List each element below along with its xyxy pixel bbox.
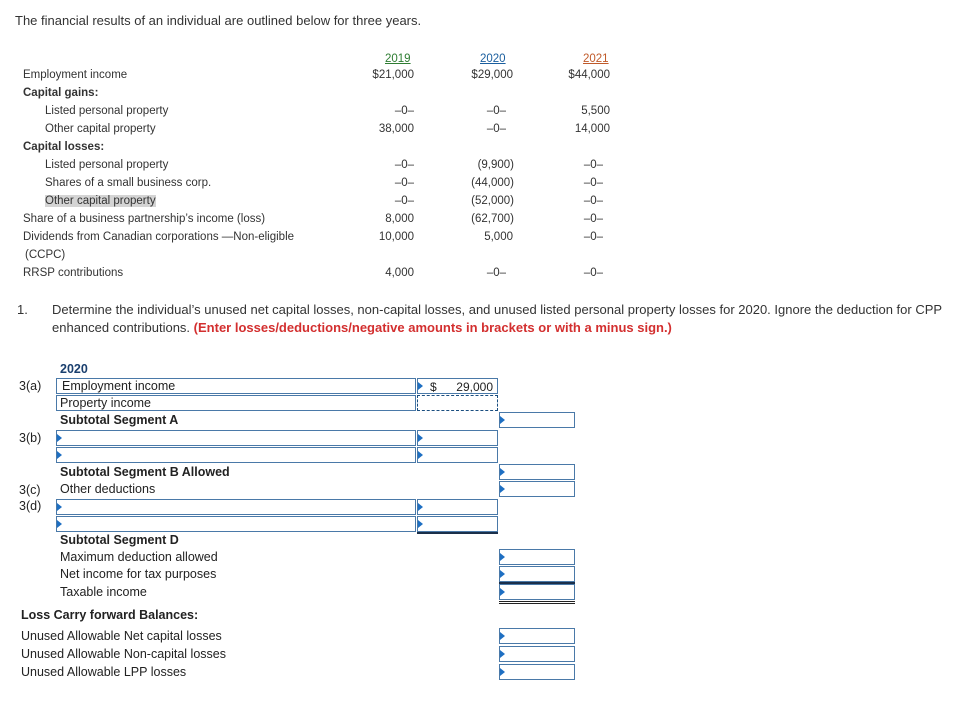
row-label-employment-income: Employment income	[23, 69, 128, 81]
segment-b-label-input-1[interactable]	[56, 430, 416, 446]
value-2020-loss-lpp: (9,900)	[477, 159, 514, 171]
taxable-income-double-rule-2	[499, 603, 575, 604]
row-label-capital-losses: Capital losses:	[23, 141, 105, 153]
row-label-gain-other: Other capital property	[45, 123, 156, 135]
year-2021-header: 2021	[583, 53, 609, 65]
carry-forward-heading: Loss Carry forward Balances:	[21, 608, 199, 622]
employment-income-amount: 29,000	[456, 380, 493, 394]
non-capital-losses-input[interactable]	[499, 646, 575, 662]
taxable-income-label: Taxable income	[60, 585, 147, 599]
segment-d-total-rule	[417, 532, 498, 534]
section-3a: 3(a)	[19, 379, 42, 393]
max-deduction-input[interactable]	[499, 549, 575, 565]
row-label-dividends: Dividends from Canadian corporations —Non-eligible	[23, 231, 295, 243]
value-2019-gain-lpp: –0–	[394, 105, 414, 117]
row-label-ccpc: (CCPC)	[25, 249, 66, 261]
segment-b-label-input-2[interactable]	[56, 447, 416, 463]
taxable-income-double-rule-1	[499, 601, 575, 602]
section-3c: 3(c)	[19, 483, 41, 497]
segment-b-amount-input-1[interactable]	[417, 430, 498, 446]
question-body: Determine the individual’s unused net capital losses, non-capital losses, and unused listed personal property losses for 2020. Ignore the deduction for CPP enhanced contributions.	[52, 302, 942, 335]
currency-symbol: $	[430, 380, 437, 394]
segment-d-amount-input-1[interactable]	[417, 499, 498, 515]
row-label-capital-gains: Capital gains:	[23, 87, 99, 99]
subtotal-b-label: Subtotal Segment B Allowed	[60, 465, 230, 479]
lpp-losses-label: Unused Allowable LPP losses	[21, 665, 187, 679]
value-2021-loss-other: –0–	[583, 195, 603, 207]
question-number: 1.	[17, 302, 28, 317]
segment-b-amount-input-2[interactable]	[417, 447, 498, 463]
intro-text: The financial results of an individual are outlined below for three years.	[15, 13, 422, 28]
lpp-losses-input[interactable]	[499, 664, 575, 680]
property-income-label-field[interactable]	[56, 395, 416, 411]
row-label-loss-lpp: Listed personal property	[45, 159, 169, 171]
section-3d: 3(d)	[19, 499, 42, 513]
value-2021-gain-lpp: 5,500	[581, 105, 610, 117]
property-income-amount-input[interactable]	[417, 395, 498, 411]
max-deduction-label: Maximum deduction allowed	[60, 550, 218, 564]
year-2020-header: 2020	[480, 53, 506, 65]
value-2021-dividends: –0–	[583, 231, 603, 243]
value-2020-gain-lpp: –0–	[486, 105, 506, 117]
net-income-input[interactable]	[499, 566, 575, 582]
value-2021-loss-sbc: –0–	[583, 177, 603, 189]
value-2021-employment: $44,000	[568, 69, 610, 81]
question-instruction: (Enter losses/deductions/negative amounts in brackets or with a minus sign.)	[193, 320, 672, 335]
other-deductions-label: Other deductions	[60, 482, 156, 496]
segment-d-label-input-1[interactable]	[56, 499, 416, 515]
value-2020-rrsp: –0–	[486, 267, 506, 279]
value-2020-loss-other: (52,000)	[471, 195, 514, 207]
value-2021-gain-other: 14,000	[574, 123, 610, 135]
net-income-label: Net income for tax purposes	[60, 567, 217, 581]
value-2019-gain-other: 38,000	[378, 123, 414, 135]
employment-income-label-field[interactable]	[56, 378, 416, 394]
value-2019-rrsp: 4,000	[385, 267, 414, 279]
value-2020-dividends: 5,000	[484, 231, 513, 243]
subtotal-b-input[interactable]	[499, 464, 575, 480]
value-2019-loss-sbc: –0–	[394, 177, 414, 189]
other-deductions-input[interactable]	[499, 481, 575, 497]
row-label-loss-sbc: Shares of a small business corp.	[45, 177, 212, 189]
property-income-label: Property income	[60, 396, 152, 410]
segment-d-label-input-2[interactable]	[56, 516, 416, 532]
value-2019-loss-lpp: –0–	[394, 159, 414, 171]
net-capital-losses-input[interactable]	[499, 628, 575, 644]
taxable-income-input[interactable]	[499, 584, 575, 600]
section-3b: 3(b)	[19, 431, 42, 445]
row-label-gain-lpp: Listed personal property	[45, 105, 169, 117]
value-2021-partnership: –0–	[583, 213, 603, 225]
value-2020-employment: $29,000	[471, 69, 513, 81]
subtotal-d-label: Subtotal Segment D	[60, 533, 179, 547]
worksheet-year: 2020	[60, 362, 88, 376]
value-2020-gain-other: –0–	[486, 123, 506, 135]
year-2019-header: 2019	[385, 53, 411, 65]
value-2019-loss-other: –0–	[394, 195, 414, 207]
row-label-loss-other: Other capital property	[45, 195, 156, 207]
segment-d-amount-input-2[interactable]	[417, 516, 498, 532]
value-2021-rrsp: –0–	[583, 267, 603, 279]
question-text	[52, 301, 958, 337]
subtotal-a-label: Subtotal Segment A	[60, 413, 179, 427]
value-2020-loss-sbc: (44,000)	[471, 177, 514, 189]
value-2019-partnership: 8,000	[385, 213, 414, 225]
row-label-partnership: Share of a business partnership’s income (loss)	[23, 213, 266, 225]
employment-income-amount-input[interactable]	[417, 378, 498, 394]
employment-income-label: Employment income	[62, 379, 176, 393]
value-2021-loss-lpp: –0–	[583, 159, 603, 171]
subtotal-a-input[interactable]	[499, 412, 575, 428]
non-capital-losses-label: Unused Allowable Non-capital losses	[21, 647, 226, 661]
value-2020-partnership: (62,700)	[471, 213, 514, 225]
net-capital-losses-label: Unused Allowable Net capital losses	[21, 629, 222, 643]
value-2019-dividends: 10,000	[378, 231, 414, 243]
row-label-rrsp: RRSP contributions	[23, 267, 124, 279]
value-2019-employment: $21,000	[372, 69, 414, 81]
